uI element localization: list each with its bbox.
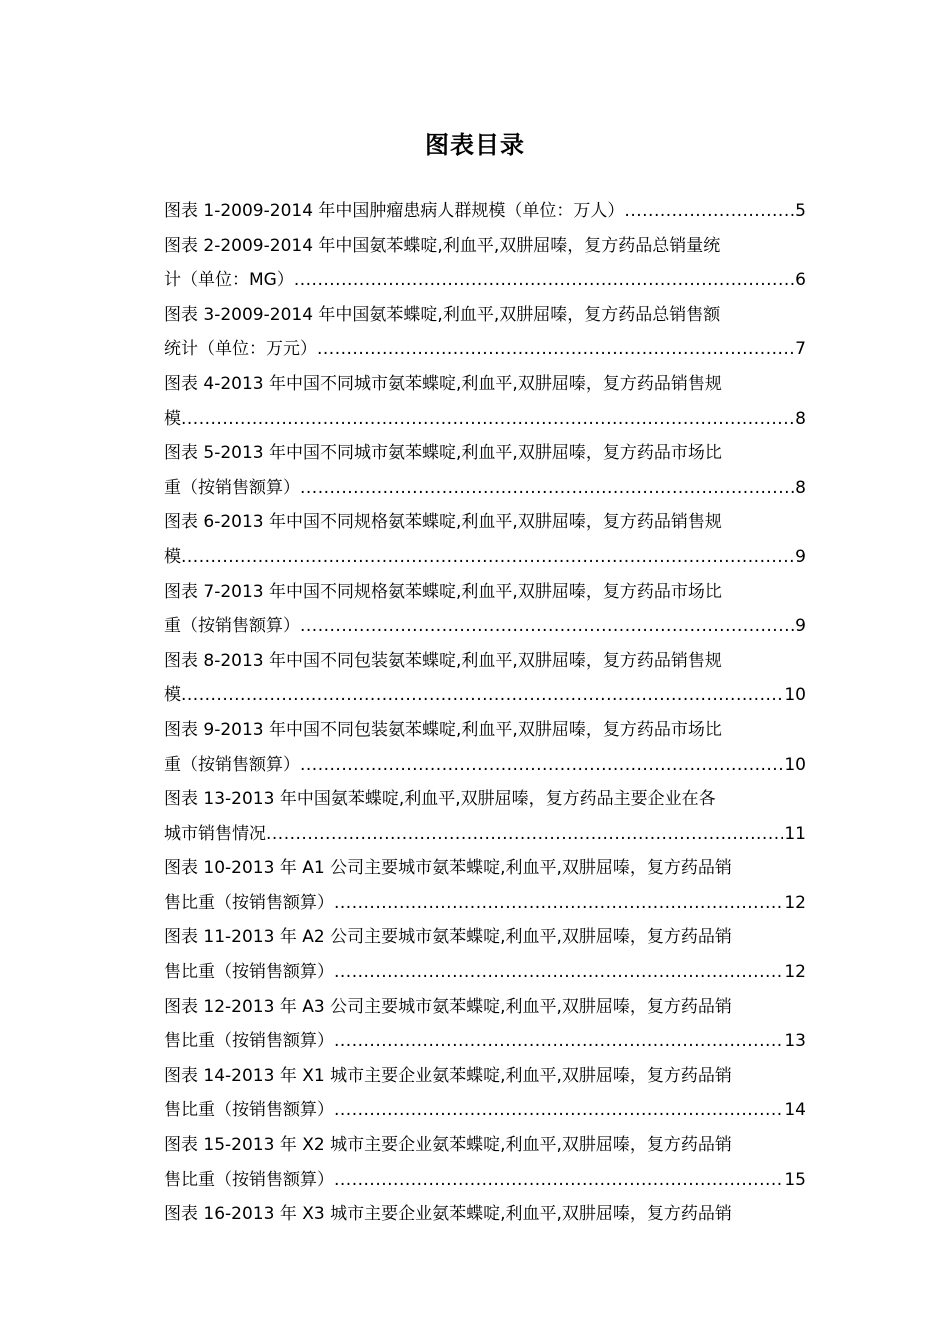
toc-entry-leader-line xyxy=(164,1093,806,1128)
toc-entry-title-line: 图表 7-2013 年中国不同规格氨苯蝶啶,利血平,双肼屈嗪，复方药品市场比 xyxy=(164,581,722,602)
dot-leader xyxy=(317,332,794,367)
toc-entry[interactable] xyxy=(164,851,806,920)
toc-page-number: 12 xyxy=(784,962,806,983)
toc-page-number: 13 xyxy=(784,1031,806,1052)
toc-page-number: 6 xyxy=(795,270,806,291)
toc-entry-text: 售比重（按销售额算） xyxy=(164,1169,334,1190)
toc-entry[interactable] xyxy=(164,575,806,644)
toc-entry[interactable] xyxy=(164,436,806,505)
toc-entry-leader-line xyxy=(164,748,806,783)
toc-entry-title-line: 图表 5-2013 年中国不同城市氨苯蝶啶,利血平,双肼屈嗪，复方药品市场比 xyxy=(164,443,722,464)
toc-entry-leader-line xyxy=(164,1163,806,1198)
toc-entry-title-line: 图表 2-2009-2014 年中国氨苯蝶啶,利血平,双肼屈嗪，复方药品总销量统 xyxy=(164,235,721,256)
toc-entry[interactable] xyxy=(164,990,806,1059)
toc-entry-title-line: 图表 13-2013 年中国氨苯蝶啶,利血平,双肼屈嗪，复方药品主要企业在各 xyxy=(164,789,716,810)
toc-page-number: 9 xyxy=(795,546,806,567)
toc-entry-text: 售比重（按销售额算） xyxy=(164,1100,334,1121)
toc-entry-text: 城市销售情况 xyxy=(164,823,266,844)
dot-leader xyxy=(181,540,794,575)
dot-leader xyxy=(181,678,783,713)
toc-entry-title-line: 图表 14-2013 年 X1 城市主要企业氨苯蝶啶,利血平,双肼屈嗪，复方药品销 xyxy=(164,1065,732,1086)
toc-entry[interactable] xyxy=(164,367,806,436)
toc-entry[interactable] xyxy=(164,782,806,851)
toc-entry[interactable] xyxy=(164,229,806,298)
toc-page-number: 10 xyxy=(784,685,806,706)
toc-page-number: 11 xyxy=(784,823,806,844)
dot-leader xyxy=(334,1024,783,1059)
toc-page-number: 7 xyxy=(795,339,806,360)
toc-entry-text: 重（按销售额算） xyxy=(164,616,300,637)
dot-leader xyxy=(334,886,783,921)
toc-entry[interactable] xyxy=(164,1059,806,1128)
toc-entry-text: 模 xyxy=(164,408,181,429)
toc-entry[interactable] xyxy=(164,713,806,782)
dot-leader xyxy=(624,194,794,229)
toc-entry-leader-line xyxy=(164,609,806,644)
page-title: 图表目录 xyxy=(425,131,525,159)
toc-entry-leader-line xyxy=(164,955,806,990)
toc-entry[interactable] xyxy=(164,920,806,989)
toc-entry-text: 统计（单位：万元） xyxy=(164,339,317,360)
toc-entry-text: 售比重（按销售额算） xyxy=(164,892,334,913)
toc-entry-text: 重（按销售额算） xyxy=(164,754,300,775)
toc-entry-text: 重（按销售额算） xyxy=(164,477,300,498)
dot-leader xyxy=(181,402,794,437)
toc-entry-leader-line xyxy=(164,1024,806,1059)
toc-entry-leader-line xyxy=(164,332,806,367)
dot-leader xyxy=(266,817,783,852)
toc-page-number: 14 xyxy=(784,1100,806,1121)
toc-entry-title-line: 图表 11-2013 年 A2 公司主要城市氨苯蝶啶,利血平,双肼屈嗪，复方药品销 xyxy=(164,927,732,948)
toc-page-number: 5 xyxy=(795,201,806,221)
toc-entry-leader-line xyxy=(164,471,806,506)
toc-entry-title-line: 图表 8-2013 年中国不同包装氨苯蝶啶,利血平,双肼屈嗪，复方药品销售规 xyxy=(164,650,722,671)
toc-entry[interactable] xyxy=(164,1197,806,1232)
toc-entry-leader-line xyxy=(164,402,806,437)
toc-page-number: 12 xyxy=(784,892,806,913)
toc-entry-leader-line xyxy=(164,817,806,852)
toc-entry-leader-line xyxy=(164,194,806,229)
dot-leader xyxy=(294,263,794,298)
toc-entry[interactable] xyxy=(164,644,806,713)
dot-leader xyxy=(334,1093,783,1128)
toc-entry[interactable] xyxy=(164,1128,806,1197)
dot-leader xyxy=(300,748,783,783)
toc-entry-leader-line xyxy=(164,678,806,713)
dot-leader xyxy=(300,609,794,644)
table-of-figures xyxy=(164,194,806,1232)
dot-leader xyxy=(300,471,794,506)
toc-entry-text: 售比重（按销售额算） xyxy=(164,1031,334,1052)
toc-entry-text: 计（单位：MG） xyxy=(164,270,294,291)
toc-page-number: 10 xyxy=(784,754,806,775)
toc-entry-title-line: 图表 9-2013 年中国不同包装氨苯蝶啶,利血平,双肼屈嗪，复方药品市场比 xyxy=(164,719,722,740)
toc-page-number: 8 xyxy=(795,477,806,498)
toc-entry-title-line: 图表 15-2013 年 X2 城市主要企业氨苯蝶啶,利血平,双肼屈嗪，复方药品销 xyxy=(164,1135,732,1156)
toc-entry-title-line: 图表 3-2009-2014 年中国氨苯蝶啶,利血平,双肼屈嗪，复方药品总销售额 xyxy=(164,304,721,325)
toc-entry-text: 售比重（按销售额算） xyxy=(164,962,334,983)
toc-entry-leader-line xyxy=(164,886,806,921)
toc-entry[interactable] xyxy=(164,194,806,229)
toc-page-number: 8 xyxy=(795,408,806,429)
toc-entry-leader-line xyxy=(164,540,806,575)
toc-entry[interactable] xyxy=(164,505,806,574)
toc-entry-title-line: 图表 6-2013 年中国不同规格氨苯蝶啶,利血平,双肼屈嗪，复方药品销售规 xyxy=(164,512,722,533)
toc-page-number: 15 xyxy=(784,1169,806,1190)
toc-entry-title-line: 图表 16-2013 年 X3 城市主要企业氨苯蝶啶,利血平,双肼屈嗪，复方药品销 xyxy=(164,1204,732,1225)
toc-page-number: 9 xyxy=(795,616,806,637)
toc-entry-text: 模 xyxy=(164,546,181,567)
dot-leader xyxy=(334,955,783,990)
toc-entry-leader-line xyxy=(164,263,806,298)
toc-entry-title-line: 图表 4-2013 年中国不同城市氨苯蝶啶,利血平,双肼屈嗪，复方药品销售规 xyxy=(164,373,722,394)
toc-entry-title-line: 图表 12-2013 年 A3 公司主要城市氨苯蝶啶,利血平,双肼屈嗪，复方药品销 xyxy=(164,996,732,1017)
toc-entry[interactable] xyxy=(164,298,806,367)
dot-leader xyxy=(334,1163,783,1198)
toc-entry-title-line: 图表 10-2013 年 A1 公司主要城市氨苯蝶啶,利血平,双肼屈嗪，复方药品销 xyxy=(164,858,732,879)
toc-entry-text: 模 xyxy=(164,685,181,706)
toc-entry-text: 图表 1-2009-2014 年中国肿瘤患病人群规模（单位：万人） xyxy=(164,201,625,221)
